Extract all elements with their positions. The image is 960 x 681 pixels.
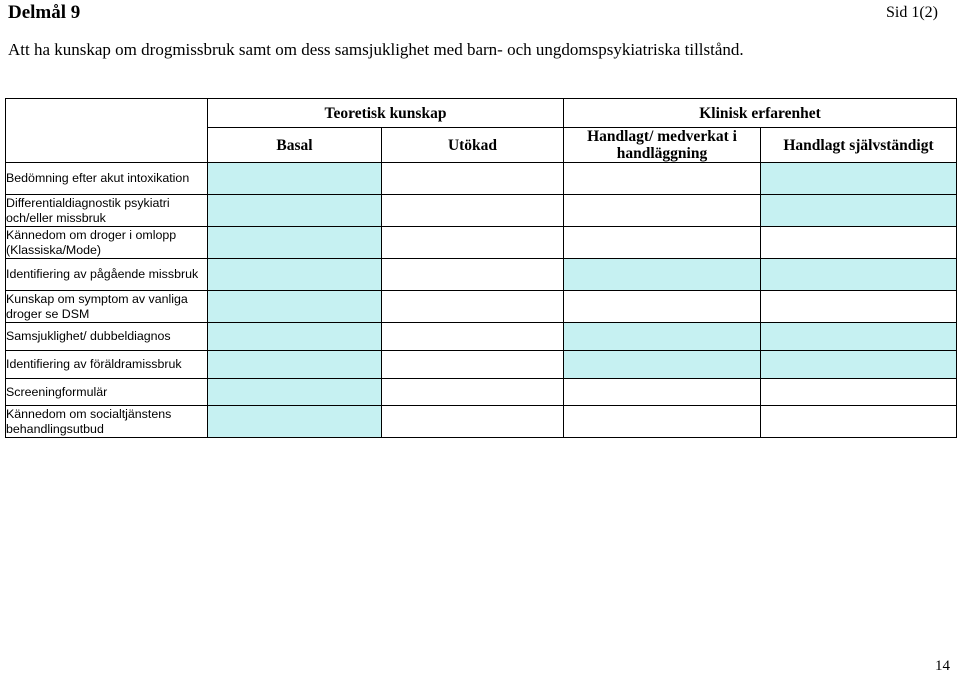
highlighted-cell xyxy=(208,291,382,323)
empty-cell xyxy=(382,195,564,227)
table-row xyxy=(6,259,957,291)
column-header-handlagt-sjalvstandigt: Handlagt självständigt xyxy=(761,128,957,163)
empty-cell xyxy=(382,379,564,406)
empty-cell xyxy=(382,163,564,195)
page-title: Delmål 9 xyxy=(8,2,81,23)
empty-cell xyxy=(564,379,761,406)
page-reference: Sid 1(2) xyxy=(886,4,938,21)
row-label: Identifiering av pågående missbruk xyxy=(6,259,208,291)
empty-cell xyxy=(761,291,957,323)
highlighted-cell xyxy=(564,259,761,291)
group-header-clinical: Klinisk erfarenhet xyxy=(564,99,957,128)
row-label: Identifiering av föräldramissbruk xyxy=(6,351,208,379)
empty-cell xyxy=(564,195,761,227)
highlighted-cell xyxy=(564,323,761,351)
column-header-utokad: Utökad xyxy=(382,128,564,163)
empty-cell xyxy=(564,163,761,195)
empty-cell xyxy=(564,227,761,259)
page-number: 14 xyxy=(935,658,950,674)
column-header-basal: Basal xyxy=(208,128,382,163)
empty-cell xyxy=(761,379,957,406)
highlighted-cell xyxy=(208,406,382,438)
highlighted-cell xyxy=(761,195,957,227)
highlighted-cell xyxy=(208,227,382,259)
competence-table xyxy=(5,98,957,438)
row-label: Kunskap om symptom av vanliga droger se DSM xyxy=(6,291,208,323)
empty-cell xyxy=(761,227,957,259)
empty-cell xyxy=(382,351,564,379)
highlighted-cell xyxy=(208,259,382,291)
row-label: Screeningformulär xyxy=(6,379,208,406)
row-label: Bedömning efter akut intoxikation xyxy=(6,163,208,195)
empty-cell xyxy=(761,406,957,438)
highlighted-cell xyxy=(761,259,957,291)
empty-cell xyxy=(382,291,564,323)
table-row xyxy=(6,227,957,259)
group-header-theory: Teoretisk kunskap xyxy=(208,99,564,128)
row-label: Kännedom om socialtjänstens behandlingsutbud xyxy=(6,406,208,438)
table-row xyxy=(6,163,957,195)
highlighted-cell xyxy=(208,351,382,379)
header-corner-cell xyxy=(6,99,208,163)
highlighted-cell xyxy=(761,351,957,379)
table-row xyxy=(6,406,957,438)
highlighted-cell xyxy=(564,351,761,379)
highlighted-cell xyxy=(208,163,382,195)
highlighted-cell xyxy=(208,195,382,227)
table-row xyxy=(6,351,957,379)
table-row xyxy=(6,379,957,406)
table-row xyxy=(6,195,957,227)
empty-cell xyxy=(382,323,564,351)
row-label: Differentialdiagnostik psykiatri och/eller missbruk xyxy=(6,195,208,227)
row-label: Samsjuklighet/ dubbeldiagnos xyxy=(6,323,208,351)
highlighted-cell xyxy=(761,163,957,195)
row-label: Kännedom om droger i omlopp (Klassiska/Mode) xyxy=(6,227,208,259)
goal-description: Att ha kunskap om drogmissbruk samt om dess samsjuklighet med barn- och ungdomspsykiatriska tillstånd. xyxy=(8,40,744,59)
empty-cell xyxy=(382,227,564,259)
table-row xyxy=(6,291,957,323)
table-row xyxy=(6,323,957,351)
highlighted-cell xyxy=(208,323,382,351)
column-header-handlagt-medverkat: Handlagt/ medverkat i handläggning xyxy=(564,128,761,163)
highlighted-cell xyxy=(208,379,382,406)
empty-cell xyxy=(382,259,564,291)
empty-cell xyxy=(564,291,761,323)
highlighted-cell xyxy=(761,323,957,351)
empty-cell xyxy=(382,406,564,438)
empty-cell xyxy=(564,406,761,438)
